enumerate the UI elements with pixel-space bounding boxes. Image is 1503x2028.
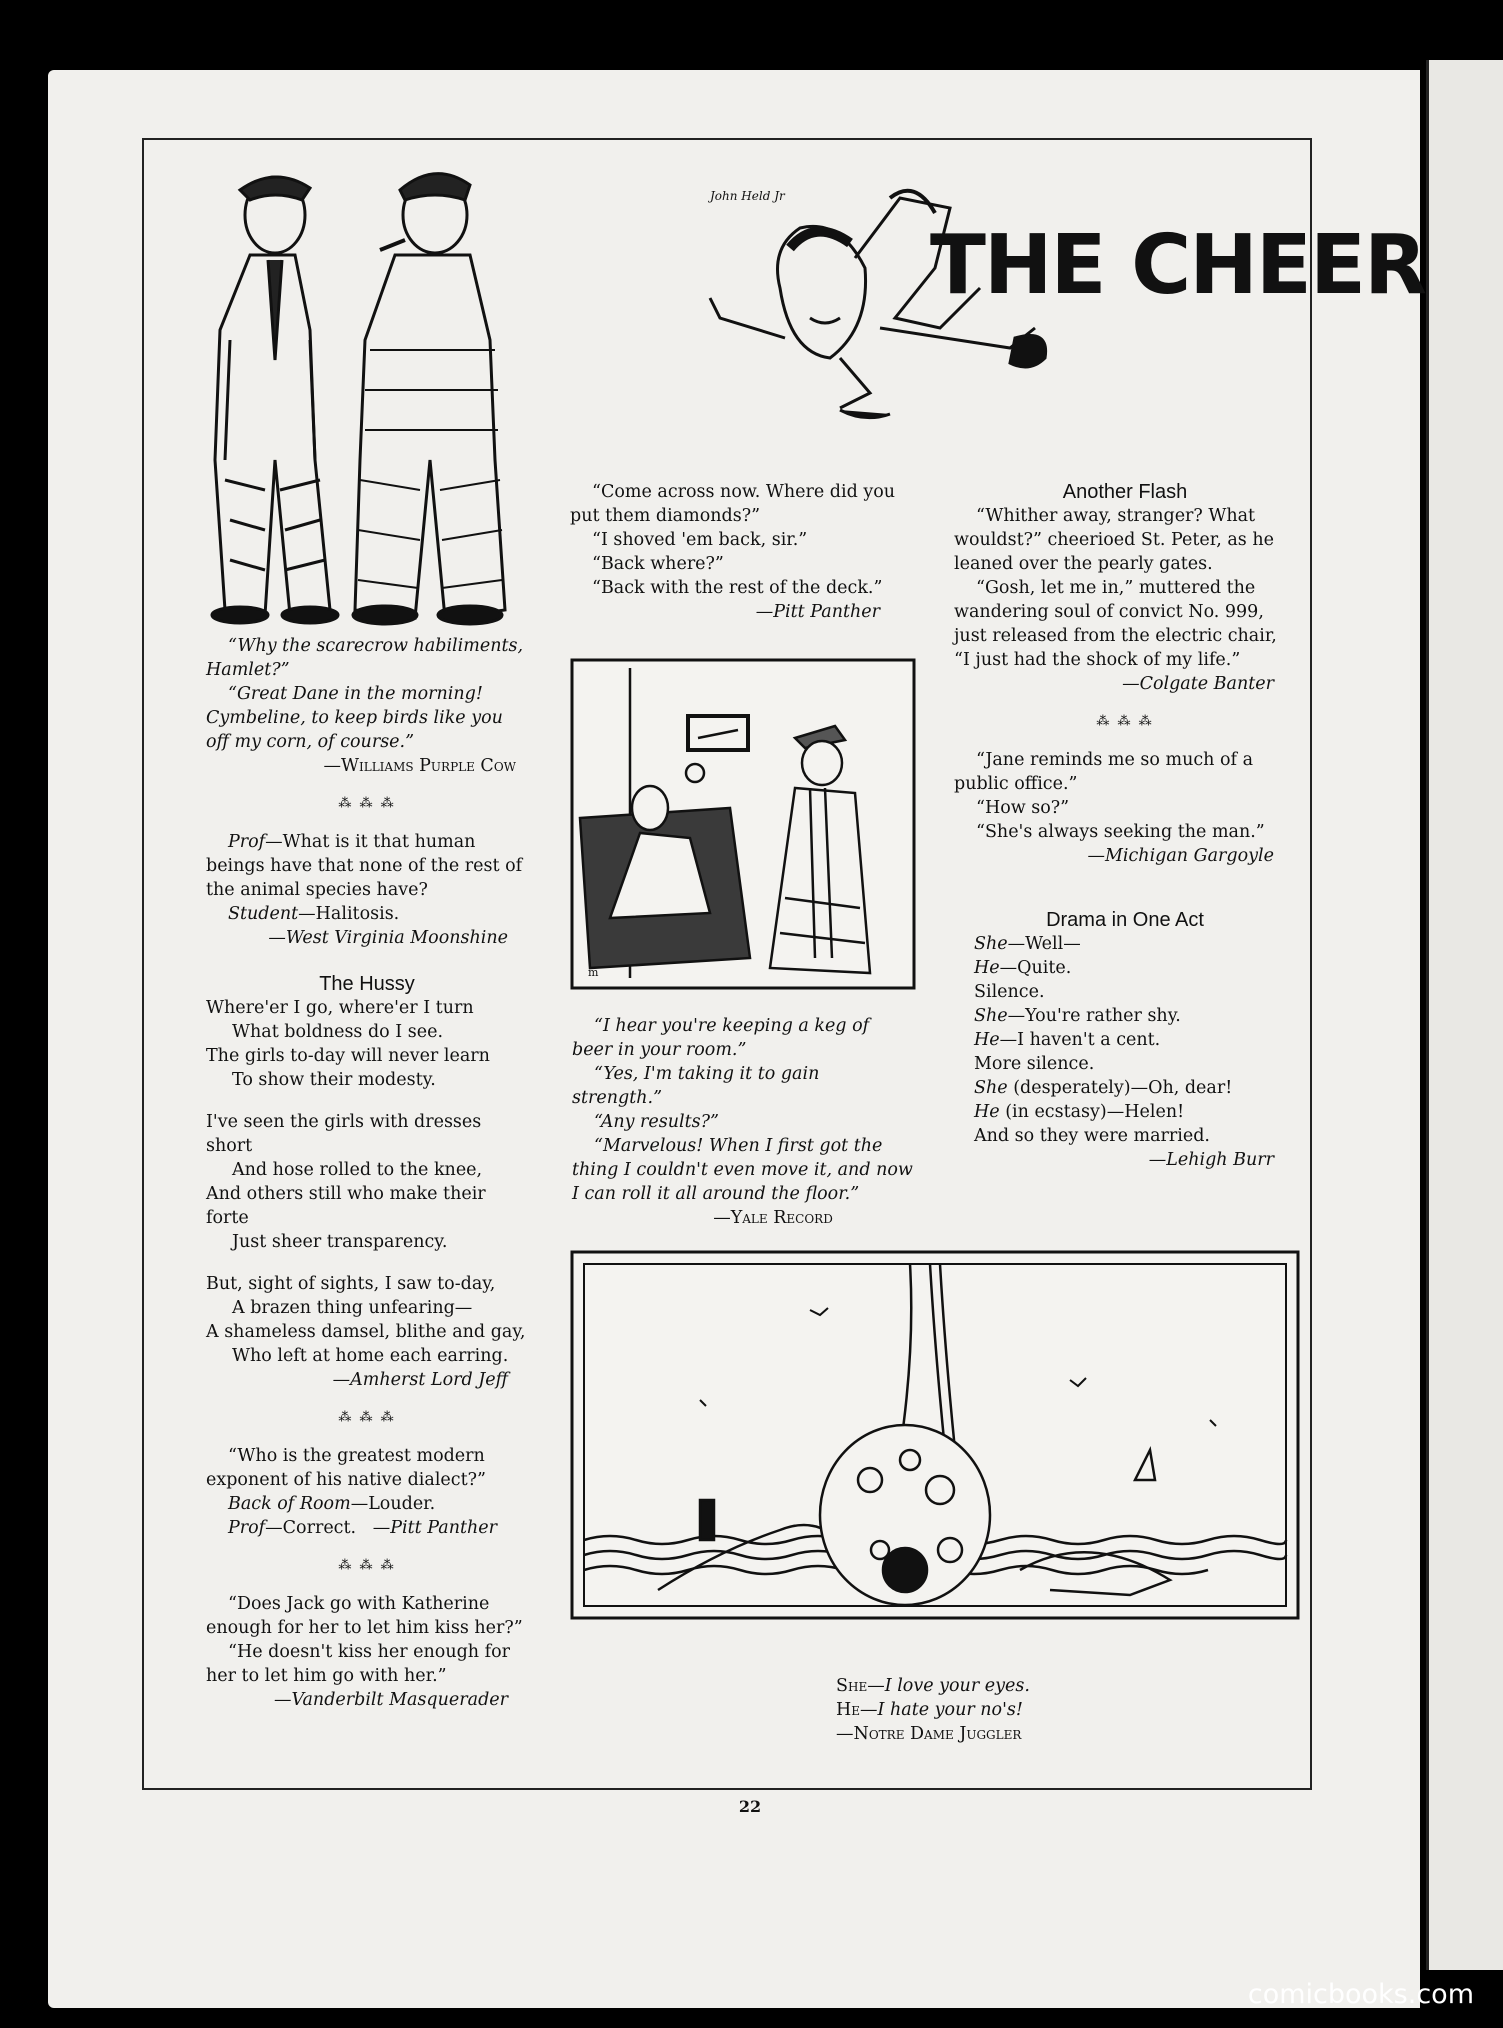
- page-title: THE CHEER: [930, 218, 1426, 313]
- joke-line: “Marvelous! When I first got the thing I couldn't even move it, and now I can roll it all around the floor.”: [572, 1136, 913, 1204]
- ornament: ⁂ ⁂ ⁂: [338, 1410, 396, 1425]
- section-title: Drama in One Act: [1046, 909, 1204, 931]
- watermark: comicbooks.com: [1247, 1979, 1474, 2010]
- middle-column: [570, 480, 910, 624]
- source-credit: —Michigan Gargoyle: [1087, 846, 1274, 866]
- joke-line: “Yes, I'm taking it to gain strength.”: [572, 1064, 820, 1108]
- joke-line: “Back with the rest of the deck.”: [592, 578, 883, 598]
- room-cartoon: [570, 658, 916, 990]
- joke-line: “I hear you're keeping a keg of beer in your room.”: [572, 1016, 870, 1060]
- joke-line: “Jane reminds me so much of a public office.”: [954, 750, 1254, 794]
- source-credit: —Pitt Panther: [755, 602, 880, 622]
- poem: Where'er I go, where'er I turn What boldness do I see. The girls to-day will never learn To show their modesty. I've seen the girls with dresses short And hose rolled to the knee, And others still who make their forte Just sheer transparency. But, sight of sights, I saw to-day, A brazen thing unfearing— A shameless damsel, blithe and gay, Who left at home each earring.: [206, 998, 526, 1366]
- poem-title: The Hussy: [319, 973, 415, 995]
- two-men-cartoon: [180, 160, 550, 625]
- beer-joke: [572, 1014, 914, 1230]
- section-title: Another Flash: [1062, 481, 1188, 503]
- joke-line: “Any results?”: [594, 1112, 719, 1132]
- caption-line: She—I love your eyes.: [836, 1676, 1030, 1696]
- source-credit: —Williams Purple Cow: [323, 756, 516, 776]
- joke-line: Back of Room—Louder.: [228, 1494, 436, 1514]
- source-credit: —Colgate Banter: [1122, 674, 1274, 694]
- joke-line: “She's always seeking the man.”: [976, 822, 1265, 842]
- right-column: [954, 480, 1296, 1172]
- source-credit: —Vanderbilt Masquerader: [273, 1690, 508, 1710]
- source-credit: —Amherst Lord Jeff: [332, 1370, 508, 1390]
- source-credit: —Lehigh Burr: [1148, 1150, 1274, 1170]
- joke-line: “How so?”: [976, 798, 1070, 818]
- caption-line: He—I hate your no's!: [836, 1700, 1023, 1720]
- source-credit: —Yale Record: [713, 1208, 833, 1228]
- svg-text:m: m: [588, 966, 599, 979]
- next-page-edge: [1426, 60, 1503, 1970]
- ornament: ⁂ ⁂ ⁂: [338, 796, 396, 811]
- joke-line: “Does Jack go with Katherine enough for her to let him kiss her?”: [206, 1594, 523, 1638]
- joke-line: “Whither away, stranger? What wouldst?” cheerioed St. Peter, as he leaned over the pearly gates.: [954, 506, 1274, 574]
- ornament: ⁂ ⁂ ⁂: [1096, 714, 1154, 729]
- beach-caption: [836, 1674, 1096, 1746]
- source-credit: —Notre Dame Juggler: [836, 1724, 1022, 1744]
- the-cheer-title-illustration: [690, 178, 1426, 428]
- caption-line: “Great Dane in the morning! Cymbeline, to keep birds like you off my corn, of course.”: [206, 684, 503, 752]
- left-column: [206, 634, 528, 1712]
- joke-line: “Back where?”: [592, 554, 724, 574]
- source-credit: —West Virginia Moonshine: [268, 928, 508, 948]
- drama-lines: She—Well— He—Quite. Silence. She—You're rather shy. He—I haven't a cent. More silence. She (desperately)—Oh, dear! He (in ecstasy)—Helen! And so they were married.: [974, 934, 1233, 1146]
- joke-line: Prof—What is it that human beings have that none of the rest of the animal species have?: [206, 832, 523, 900]
- joke-line: Student—Halitosis.: [228, 904, 400, 924]
- joke-line: “He doesn't kiss her enough for her to let him go with her.”: [206, 1642, 511, 1686]
- source-credit: —Pitt Panther: [372, 1518, 497, 1538]
- beach-cartoon: [570, 1250, 1300, 1620]
- joke-line: “Come across now. Where did you put them diamonds?”: [570, 482, 896, 526]
- joke-line: Prof—Correct. —Pitt Panther: [228, 1518, 497, 1538]
- artist-signature: John Held Jr: [710, 189, 785, 203]
- page-number: 22: [738, 1797, 762, 1816]
- joke-line: “Who is the greatest modern exponent of his native dialect?”: [206, 1446, 486, 1490]
- joke-line: “Gosh, let me in,” muttered the wandering soul of convict No. 999, just released from the electric chair, “I just had the shock of my life.”: [954, 578, 1277, 670]
- ornament: ⁂ ⁂ ⁂: [338, 1558, 396, 1573]
- joke-line: “I shoved 'em back, sir.”: [592, 530, 808, 550]
- caption-line: “Why the scarecrow habiliments, Hamlet?”: [206, 636, 524, 680]
